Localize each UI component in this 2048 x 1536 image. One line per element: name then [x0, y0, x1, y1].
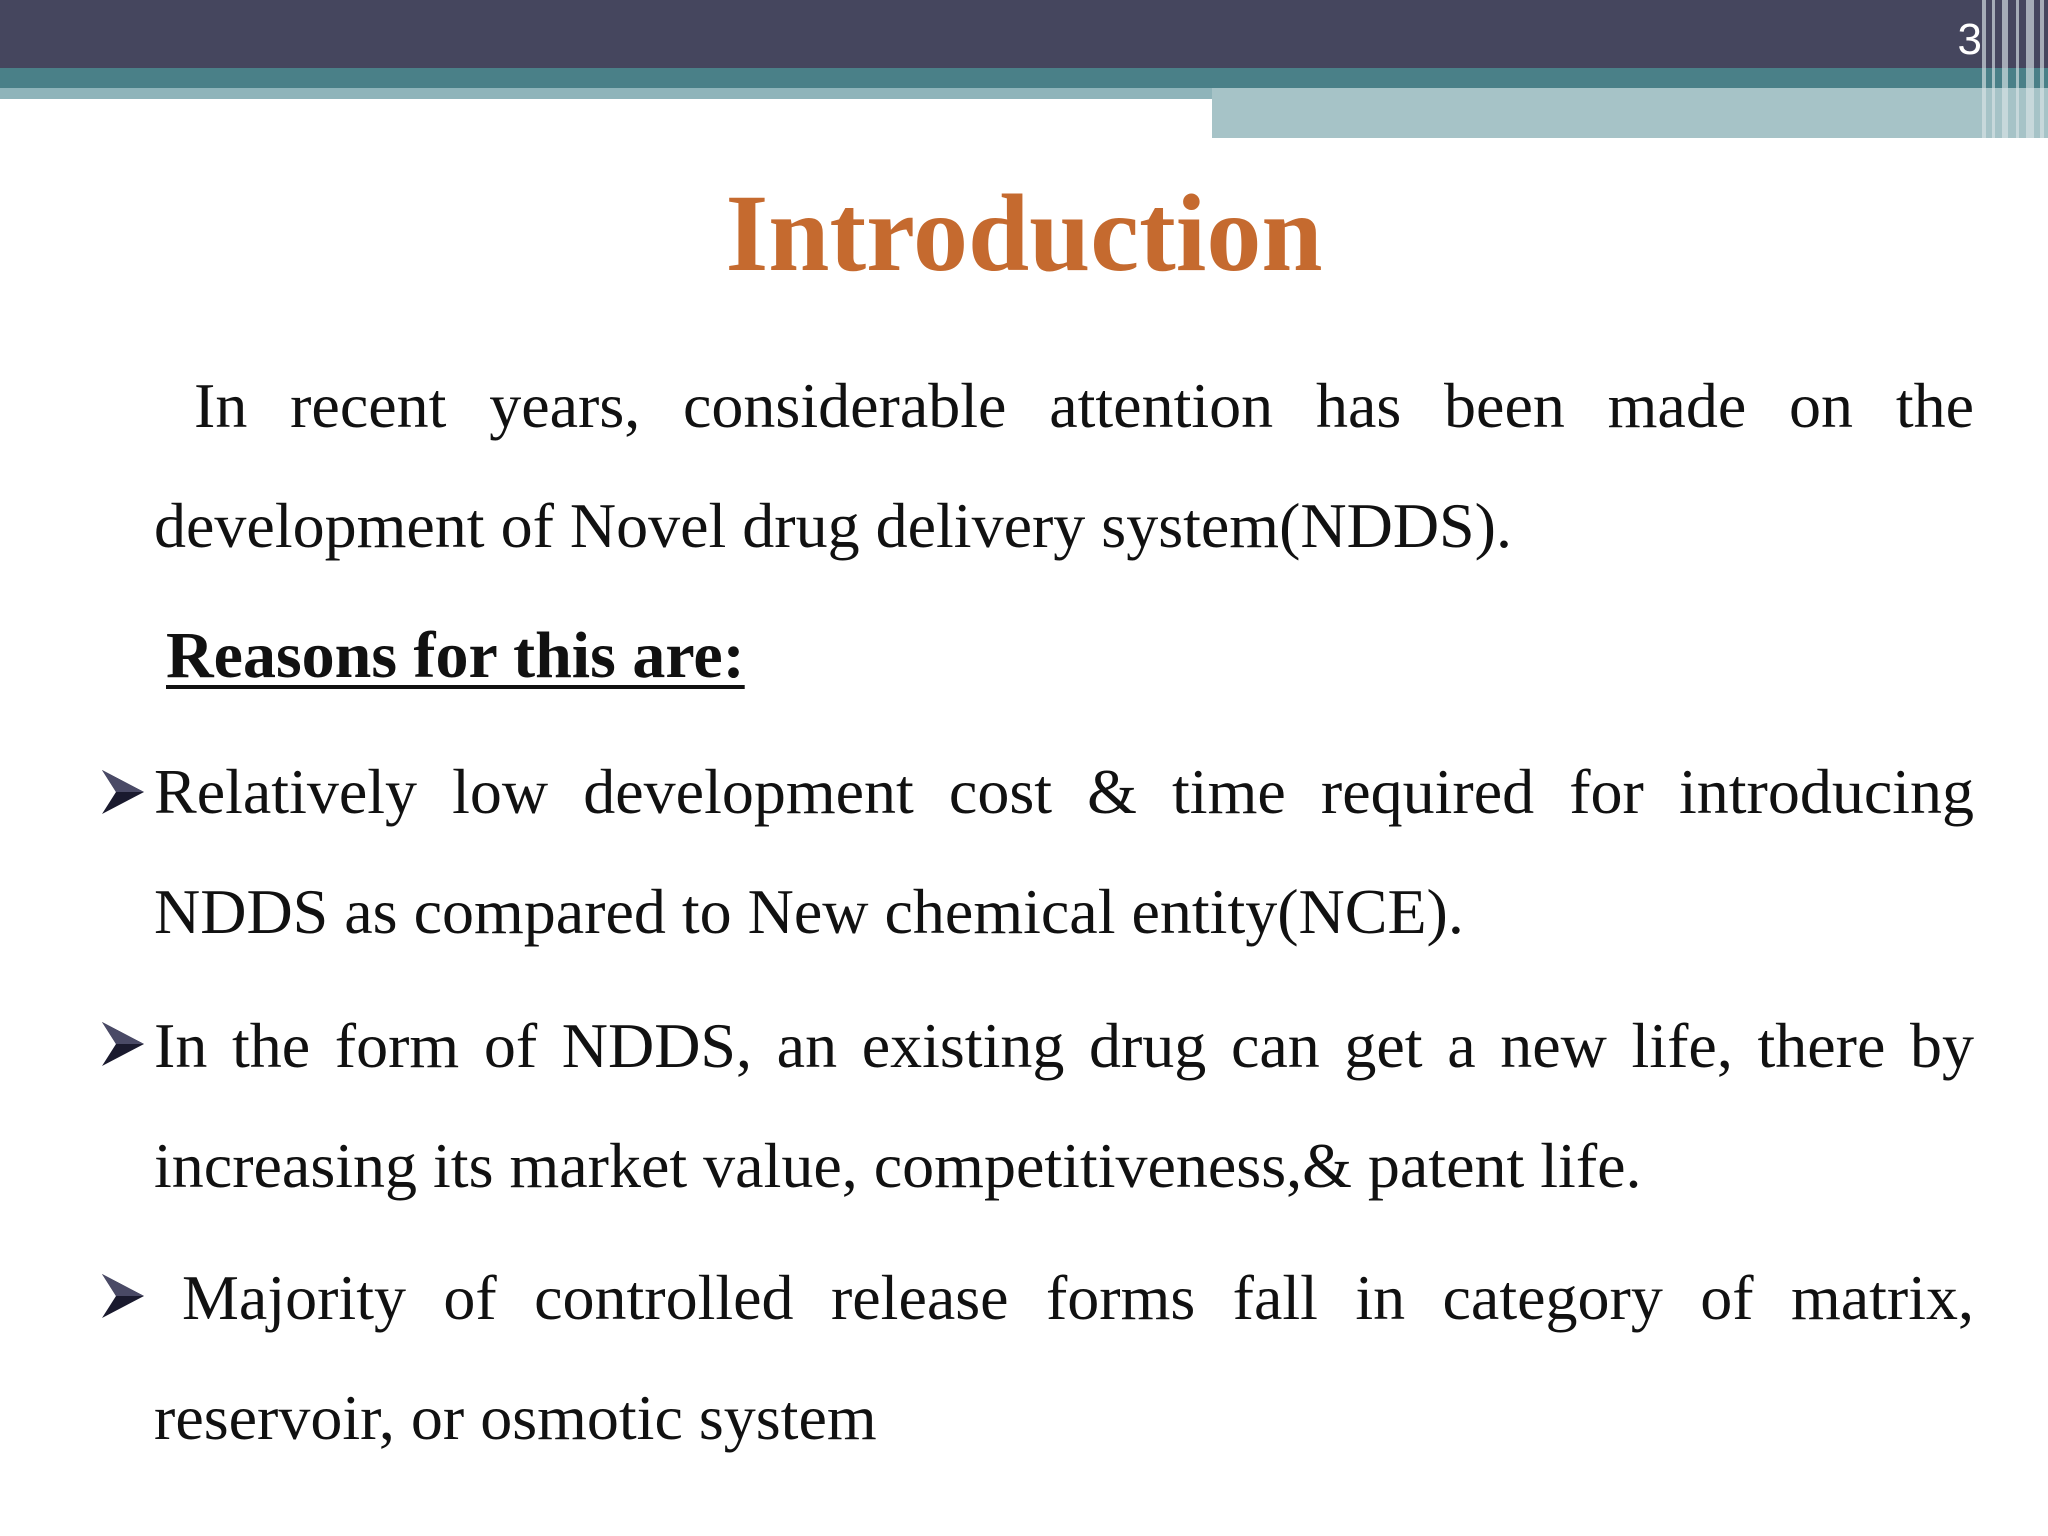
bullet-2-line-1: In the form of NDDS, an existing drug can get a new life, there by — [154, 1010, 1974, 1081]
page-number: 3 — [1957, 15, 1982, 64]
slide-title: Introduction — [725, 172, 1323, 294]
arrow-bullet-icon — [100, 768, 146, 816]
intro-line-1: In recent years, considerable attention has been made on the — [194, 370, 1974, 441]
reasons-heading: Reasons for this are: — [166, 619, 745, 692]
arrow-bullet-icon — [100, 1272, 146, 1320]
bullet-3-line-2: reservoir, or osmotic system — [154, 1382, 877, 1453]
header-band-right-block — [1212, 88, 2048, 138]
arrow-bullet-icon — [100, 1020, 146, 1068]
header-band-teal — [0, 68, 2048, 88]
bullet-1-line-2: NDDS as compared to New chemical entity(NCE). — [154, 876, 1464, 947]
header-band-teal-light — [0, 88, 1212, 99]
bullet-3-line-1: Majority of controlled release forms fall in category of matrix, — [182, 1262, 1974, 1333]
header-edge-stripes — [1978, 0, 2048, 138]
intro-line-2: development of Novel drug delivery system(NDDS). — [154, 490, 1512, 561]
bullet-2-line-2: increasing its market value, competitiveness,& patent life. — [154, 1130, 1642, 1201]
header-band-dark — [0, 0, 2048, 68]
bullet-1-line-1: Relatively low development cost & time required for introducing — [154, 756, 1974, 827]
